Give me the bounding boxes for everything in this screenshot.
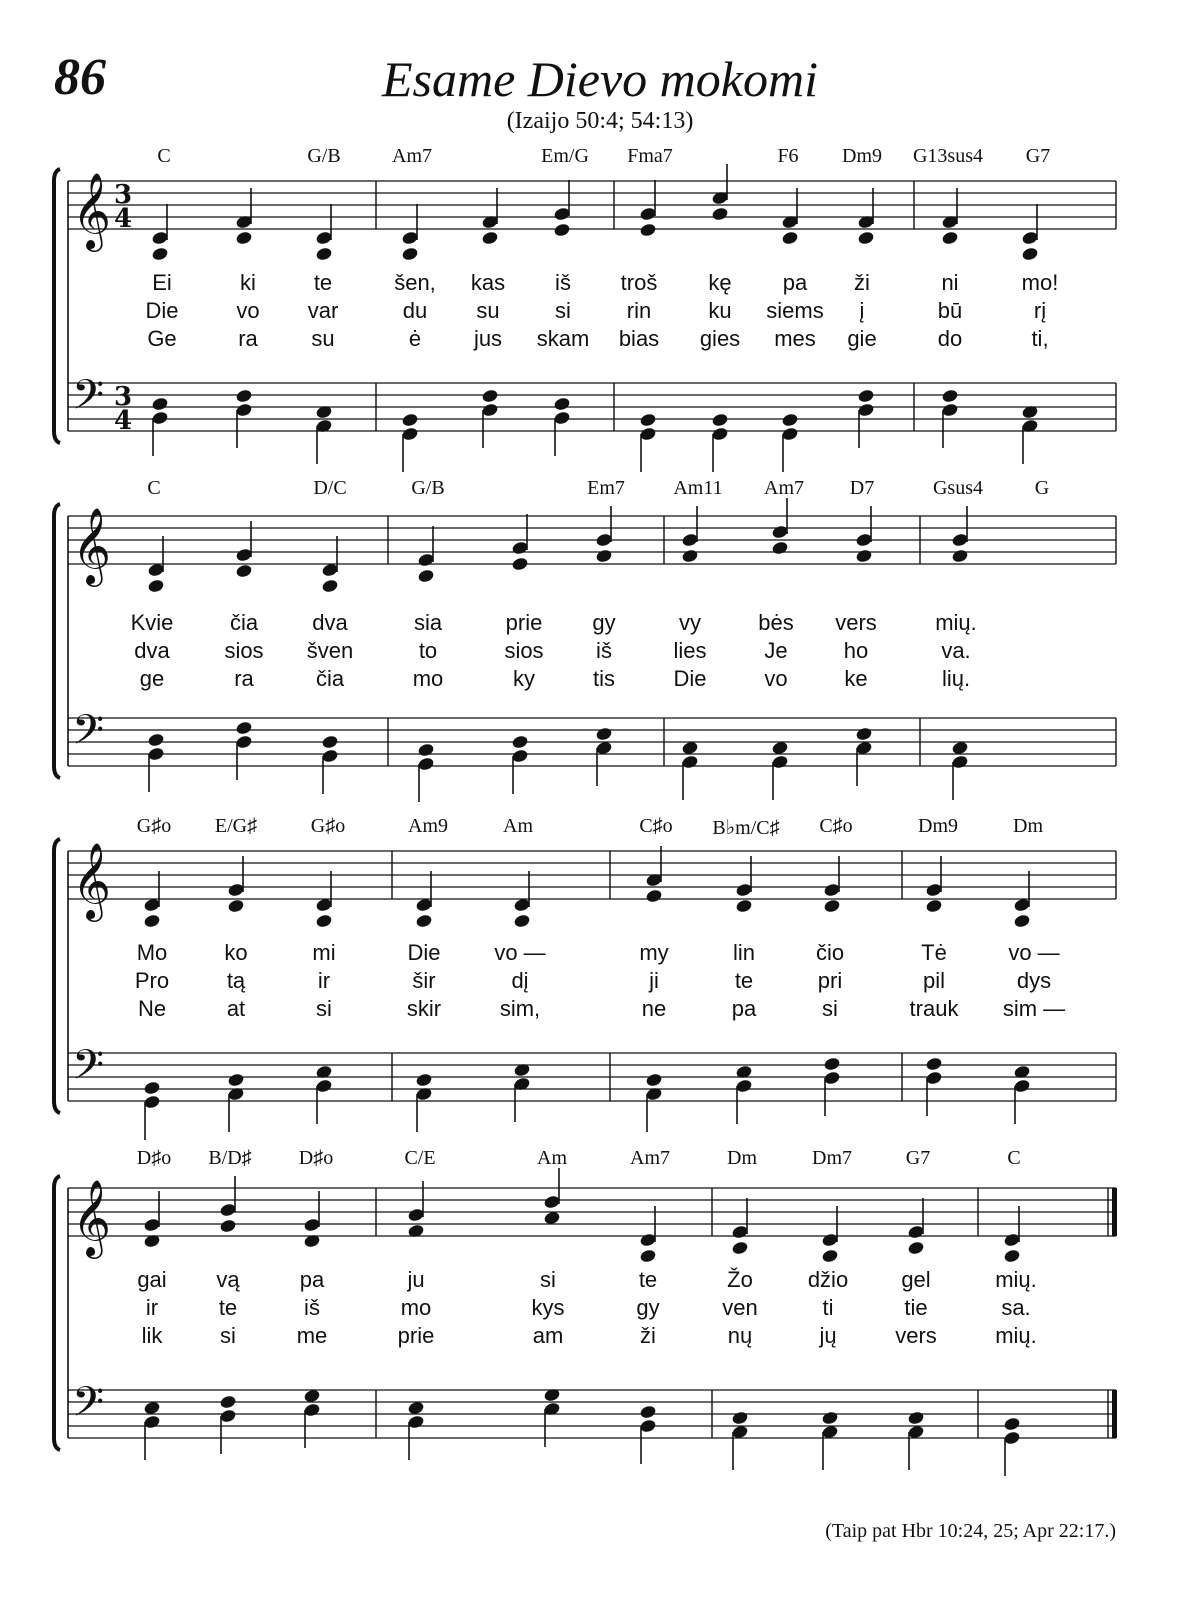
verse-3-syllable: skir: [406, 996, 442, 1021]
verse-1-syllable: te: [313, 270, 333, 295]
verse-3-syllable: bias: [618, 326, 660, 351]
system-3-note-head: [315, 913, 333, 928]
verse-1-syllable: šen,: [394, 270, 436, 295]
verse-1-syllable: mo!: [1021, 270, 1059, 295]
verse-3-syllable: ky: [513, 666, 535, 691]
verse-2-syllable: ti: [822, 1295, 834, 1320]
system-1-note-head: [857, 388, 875, 403]
chord-symbol: D♯o: [298, 1147, 334, 1169]
system-4-note-head: [219, 1394, 237, 1409]
verse-3-syllable: prie: [397, 1323, 435, 1348]
verse-3-syllable: sim —: [1002, 996, 1066, 1021]
verse-1-syllable: džio: [807, 1267, 849, 1292]
chord-symbol: C♯o: [819, 815, 853, 837]
verse-3-syllable: si: [220, 1323, 236, 1348]
verse-2-syllable: ir: [317, 968, 331, 993]
system-3-note-head: [1013, 913, 1031, 928]
verse-1-syllable: mi: [312, 940, 336, 965]
chord-symbol: G♯o: [136, 815, 172, 837]
chord-symbol: Am11: [673, 477, 723, 499]
verse-1-syllable: mių.: [995, 1267, 1037, 1292]
verse-2-syllable: gy: [636, 1295, 660, 1320]
verse-3-syllable: nų: [727, 1323, 753, 1348]
verse-1-syllable: vą: [216, 1267, 240, 1292]
verse-1-syllable: vy: [679, 610, 701, 635]
system-4-bracket: [54, 1176, 60, 1450]
system-1-note-head: [941, 388, 959, 403]
verse-2-syllable: dys: [1016, 968, 1052, 993]
system-3-note-head: [143, 913, 161, 928]
chord-symbol: Dm9: [918, 815, 958, 837]
system-2-note-head: [855, 726, 873, 741]
system-1-note-head: [401, 246, 419, 261]
system-4-note-head: [1003, 1248, 1021, 1263]
verse-2-syllable: dva: [134, 638, 170, 663]
system-1-note-head: [857, 230, 875, 245]
verse-2-syllable: bū: [937, 298, 963, 323]
verse-2-syllable: siems: [766, 298, 824, 323]
verse-2-syllable: sios: [504, 638, 544, 663]
chord-symbol: Am: [537, 1147, 567, 1169]
verse-3-syllable: ra: [238, 326, 258, 351]
system-1-note-head: [639, 412, 657, 427]
system-4-note-head: [731, 1240, 749, 1255]
verse-2-syllable: du: [402, 298, 428, 323]
verse-3-syllable: pa: [731, 996, 757, 1021]
verse-2-syllable: te: [734, 968, 754, 993]
system-2-note-head: [681, 548, 699, 563]
system-2-note-head: [951, 548, 969, 563]
verse-2-syllable: vo: [236, 298, 260, 323]
verse-3-syllable: su: [311, 326, 335, 351]
system-3-note-head: [823, 898, 841, 913]
verse-1-syllable: kas: [470, 270, 506, 295]
system-1-note-head: [151, 246, 169, 261]
treble-clef-icon: 𝄞: [72, 507, 112, 584]
verse-2-syllable: ven: [722, 1295, 758, 1320]
system-4-note-head: [731, 1410, 749, 1425]
footnote-reference: (Taip pat Hbr 10:24, 25; Apr 22:17.): [825, 1520, 1116, 1542]
verse-1-syllable: my: [639, 940, 669, 965]
verse-3-syllable: lių.: [941, 666, 971, 691]
system-2-note-head: [235, 720, 253, 735]
verse-3-syllable: at: [226, 996, 246, 1021]
scripture-reference: (Izaijo 50:4; 54:13): [506, 108, 694, 134]
verse-3-syllable: gie: [847, 326, 877, 351]
verse-3-syllable: vo: [764, 666, 788, 691]
chord-symbol: G/B: [411, 477, 445, 499]
system-4-note-head: [907, 1240, 925, 1255]
system-1-note-head: [553, 396, 571, 411]
system-2-note-head: [771, 540, 789, 555]
verse-3-syllable: jus: [473, 326, 503, 351]
system-3-note-head: [823, 1056, 841, 1071]
chord-symbol: D♯o: [136, 1147, 172, 1169]
system-4-note-head: [639, 1404, 657, 1419]
verse-3-syllable: mių.: [995, 1323, 1037, 1348]
bass-clef-icon: 𝄢: [72, 706, 105, 764]
verse-1-syllable: mių.: [935, 610, 977, 635]
chord-symbol: Am9: [408, 815, 448, 837]
verse-1-syllable: iš: [555, 270, 571, 295]
verse-1-syllable: lin: [732, 940, 756, 965]
chord-symbol: Am7: [764, 477, 804, 499]
bass-clef-icon: 𝄢: [72, 1378, 105, 1436]
verse-3-syllable: Die: [673, 666, 707, 691]
bass-clef-icon: 𝄢: [72, 371, 105, 429]
verse-1-syllable: vo —: [494, 940, 546, 965]
verse-1-syllable: pa: [782, 270, 808, 295]
treble-clef-icon: 𝄞: [72, 172, 112, 249]
system-1-note-head: [235, 230, 253, 245]
verse-1-syllable: ju: [407, 1267, 425, 1292]
verse-3-syllable: mes: [774, 326, 816, 351]
system-3-note-head: [143, 1080, 161, 1095]
chord-symbol: G7: [905, 1147, 931, 1169]
verse-3-syllable: skam: [536, 326, 590, 351]
system-1-note-head: [315, 246, 333, 261]
system-3-note-head: [735, 898, 753, 913]
system-3-note-head: [645, 1072, 663, 1087]
verse-3-syllable: trauk: [909, 996, 959, 1021]
system-3-note-head: [925, 1056, 943, 1071]
verse-2-syllable: si: [555, 298, 571, 323]
chord-symbol: D/C: [313, 477, 347, 499]
chord-symbol: F6: [777, 145, 799, 167]
verse-1-syllable: te: [638, 1267, 658, 1292]
system-4-note-head: [821, 1410, 839, 1425]
system-2-note-head: [595, 726, 613, 741]
verse-3-syllable: mo: [412, 666, 444, 691]
chord-symbol: Gsus4: [932, 477, 984, 499]
verse-3-syllable: gies: [699, 326, 741, 351]
verse-3-syllable: ė: [408, 326, 422, 351]
system-4-note-head: [821, 1248, 839, 1263]
system-3-note-head: [645, 888, 663, 903]
verse-2-syllable: Die: [145, 298, 179, 323]
verse-3-syllable: vers: [895, 1323, 937, 1348]
system-3-note-head: [227, 1072, 245, 1087]
system-4-note-head: [639, 1248, 657, 1263]
final-barline-thick: [1112, 1188, 1117, 1236]
verse-3-syllable: ge: [139, 666, 165, 691]
verse-1-syllable: vo —: [1008, 940, 1060, 965]
verse-1-syllable: pa: [299, 1267, 325, 1292]
chord-symbol: Dm: [727, 1147, 757, 1169]
verse-2-syllable: lies: [673, 638, 707, 663]
system-3-note-head: [415, 913, 433, 928]
verse-2-syllable: į: [859, 298, 865, 323]
verse-2-syllable: va.: [941, 638, 971, 663]
treble-clef-icon: 𝄞: [72, 1179, 112, 1256]
verse-2-syllable: šven: [306, 638, 354, 663]
system-2-note-head: [511, 734, 529, 749]
verse-2-syllable: ho: [843, 638, 869, 663]
verse-3-syllable: ne: [641, 996, 667, 1021]
system-1-note-head: [711, 412, 729, 427]
verse-1-syllable: dva: [312, 610, 348, 635]
system-1-note-head: [781, 412, 799, 427]
system-2-note-head: [235, 563, 253, 578]
verse-1-syllable: kę: [708, 270, 732, 295]
system-2-note-head: [511, 556, 529, 571]
verse-1-syllable: Ei: [152, 270, 172, 295]
chord-symbol: E/G♯: [214, 815, 258, 837]
verse-1-syllable: sia: [413, 610, 443, 635]
verse-1-syllable: si: [540, 1267, 556, 1292]
system-2-note-head: [321, 734, 339, 749]
system-3-bracket: [54, 839, 60, 1113]
chord-symbol: G7: [1025, 145, 1051, 167]
system-2-bracket: [54, 504, 60, 778]
treble-clef-icon: 𝄞: [72, 842, 112, 919]
verse-2-syllable: sa.: [1001, 1295, 1031, 1320]
verse-3-syllable: si: [316, 996, 332, 1021]
verse-2-syllable: dį: [511, 968, 529, 993]
verse-2-syllable: tie: [904, 1295, 928, 1320]
system-3-note-head: [415, 1072, 433, 1087]
verse-1-syllable: prie: [505, 610, 543, 635]
chord-symbol: Em/G: [541, 145, 589, 167]
chord-symbol: Dm7: [812, 1147, 852, 1169]
verse-3-syllable: lik: [141, 1323, 163, 1348]
verse-2-syllable: sios: [224, 638, 264, 663]
verse-2-syllable: pil: [922, 968, 946, 993]
chord-symbol: D7: [849, 477, 875, 499]
system-1-note-head: [401, 412, 419, 427]
verse-1-syllable: ži: [854, 270, 870, 295]
verse-3-syllable: ži: [640, 1323, 656, 1348]
verse-1-syllable: ko: [224, 940, 248, 965]
verse-2-syllable: rin: [626, 298, 652, 323]
verse-2-syllable: iš: [304, 1295, 320, 1320]
system-1-note-head: [1021, 246, 1039, 261]
chord-symbol: B♭m/C♯: [712, 817, 780, 839]
system-1-note-head: [781, 230, 799, 245]
time-signature-denominator: 4: [114, 406, 133, 436]
system-3-note-head: [227, 898, 245, 913]
verse-1-syllable: Kvie: [130, 610, 174, 635]
system-2-note-head: [417, 742, 435, 757]
system-1-note-head: [481, 230, 499, 245]
chord-symbol: G: [1034, 477, 1050, 499]
verse-1-syllable: ni: [941, 270, 959, 295]
verse-1-syllable: Žo: [727, 1267, 753, 1292]
system-2-note-head: [417, 568, 435, 583]
system-3-note-head: [513, 913, 531, 928]
system-2-note-head: [855, 548, 873, 563]
chord-symbol: C/E: [404, 1147, 436, 1169]
verse-2-syllable: Je: [764, 638, 788, 663]
chord-symbol: Dm9: [842, 145, 882, 167]
system-2-note-head: [147, 578, 165, 593]
verse-1-syllable: troš: [620, 270, 658, 295]
verse-3-syllable: me: [296, 1323, 328, 1348]
verse-3-syllable: ti,: [1031, 326, 1049, 351]
system-1-note-head: [941, 230, 959, 245]
verse-3-syllable: sim,: [499, 996, 541, 1021]
verse-2-syllable: kys: [531, 1295, 565, 1320]
system-1-note-head: [711, 206, 729, 221]
chord-symbol: C♯o: [639, 815, 673, 837]
verse-2-syllable: šir: [412, 968, 436, 993]
system-4-note-head: [907, 1410, 925, 1425]
verse-1-syllable: vers: [835, 610, 877, 635]
system-2-note-head: [595, 548, 613, 563]
verse-2-syllable: rį: [1033, 298, 1047, 323]
song-title: Esame Dievo mokomi: [382, 51, 818, 107]
chord-symbol: Em7: [587, 477, 625, 499]
verse-1-syllable: gai: [137, 1267, 167, 1292]
chord-symbol: G13sus4: [912, 145, 984, 167]
verse-1-syllable: gel: [901, 1267, 931, 1292]
verse-2-syllable: pri: [817, 968, 843, 993]
verse-3-syllable: Ge: [147, 326, 177, 351]
verse-2-syllable: iš: [596, 638, 612, 663]
chord-symbol: Am7: [630, 1147, 670, 1169]
time-signature-numerator: 3: [114, 382, 133, 412]
system-2-note-head: [321, 578, 339, 593]
verse-3-syllable: ke: [844, 666, 868, 691]
verse-3-syllable: čia: [315, 666, 345, 691]
verse-1-syllable: Die: [407, 940, 441, 965]
verse-2-syllable: te: [218, 1295, 238, 1320]
verse-1-syllable: Mo: [136, 940, 168, 965]
verse-1-syllable: čia: [229, 610, 259, 635]
verse-3-syllable: do: [937, 326, 963, 351]
system-2-note-head: [147, 732, 165, 747]
verse-1-syllable: čio: [815, 940, 845, 965]
time-signature-denominator: 4: [114, 204, 133, 234]
chord-symbol: G/B: [307, 145, 341, 167]
verse-1-syllable: Tė: [921, 940, 947, 965]
verse-3-syllable: Ne: [137, 996, 167, 1021]
chord-symbol: Am7: [392, 145, 432, 167]
chord-symbol: C: [147, 477, 161, 499]
verse-1-syllable: ki: [240, 270, 256, 295]
verse-3-syllable: si: [822, 996, 838, 1021]
verse-3-syllable: ra: [234, 666, 254, 691]
verse-2-syllable: to: [418, 638, 438, 663]
verse-2-syllable: var: [307, 298, 339, 323]
verse-1-syllable: gy: [592, 610, 616, 635]
system-4-note-head: [1003, 1416, 1021, 1431]
system-1-bracket: [54, 169, 60, 443]
chord-symbol: C: [157, 145, 171, 167]
verse-3-syllable: am: [532, 1323, 564, 1348]
verse-2-syllable: mo: [400, 1295, 432, 1320]
system-1-note-head: [639, 222, 657, 237]
verse-3-syllable: jų: [819, 1323, 837, 1348]
chord-symbol: G♯o: [310, 815, 346, 837]
verse-2-syllable: ji: [649, 968, 659, 993]
system-3-note-head: [925, 898, 943, 913]
chord-symbol: C: [1007, 1147, 1021, 1169]
verse-1-syllable: bės: [758, 610, 794, 635]
verse-3-syllable: tis: [593, 666, 615, 691]
verse-2-syllable: ir: [145, 1295, 159, 1320]
system-4-note-head: [219, 1218, 237, 1233]
verse-2-syllable: ku: [708, 298, 732, 323]
verse-2-syllable: Pro: [134, 968, 170, 993]
system-1-note-head: [151, 396, 169, 411]
time-signature-numerator: 3: [114, 180, 133, 210]
system-1-note-head: [235, 388, 253, 403]
system-1-note-head: [553, 222, 571, 237]
chord-symbol: Am: [503, 815, 533, 837]
song-number: 86: [54, 49, 106, 106]
bass-clef-icon: 𝄢: [72, 1041, 105, 1099]
chord-symbol: Dm: [1013, 815, 1043, 837]
verse-2-syllable: su: [476, 298, 500, 323]
verse-2-syllable: tą: [226, 968, 246, 993]
chord-symbol: Fma7: [627, 145, 673, 167]
chord-symbol: B/D♯: [208, 1147, 252, 1169]
final-barline-thick: [1112, 1390, 1117, 1438]
system-1-note-head: [481, 388, 499, 403]
